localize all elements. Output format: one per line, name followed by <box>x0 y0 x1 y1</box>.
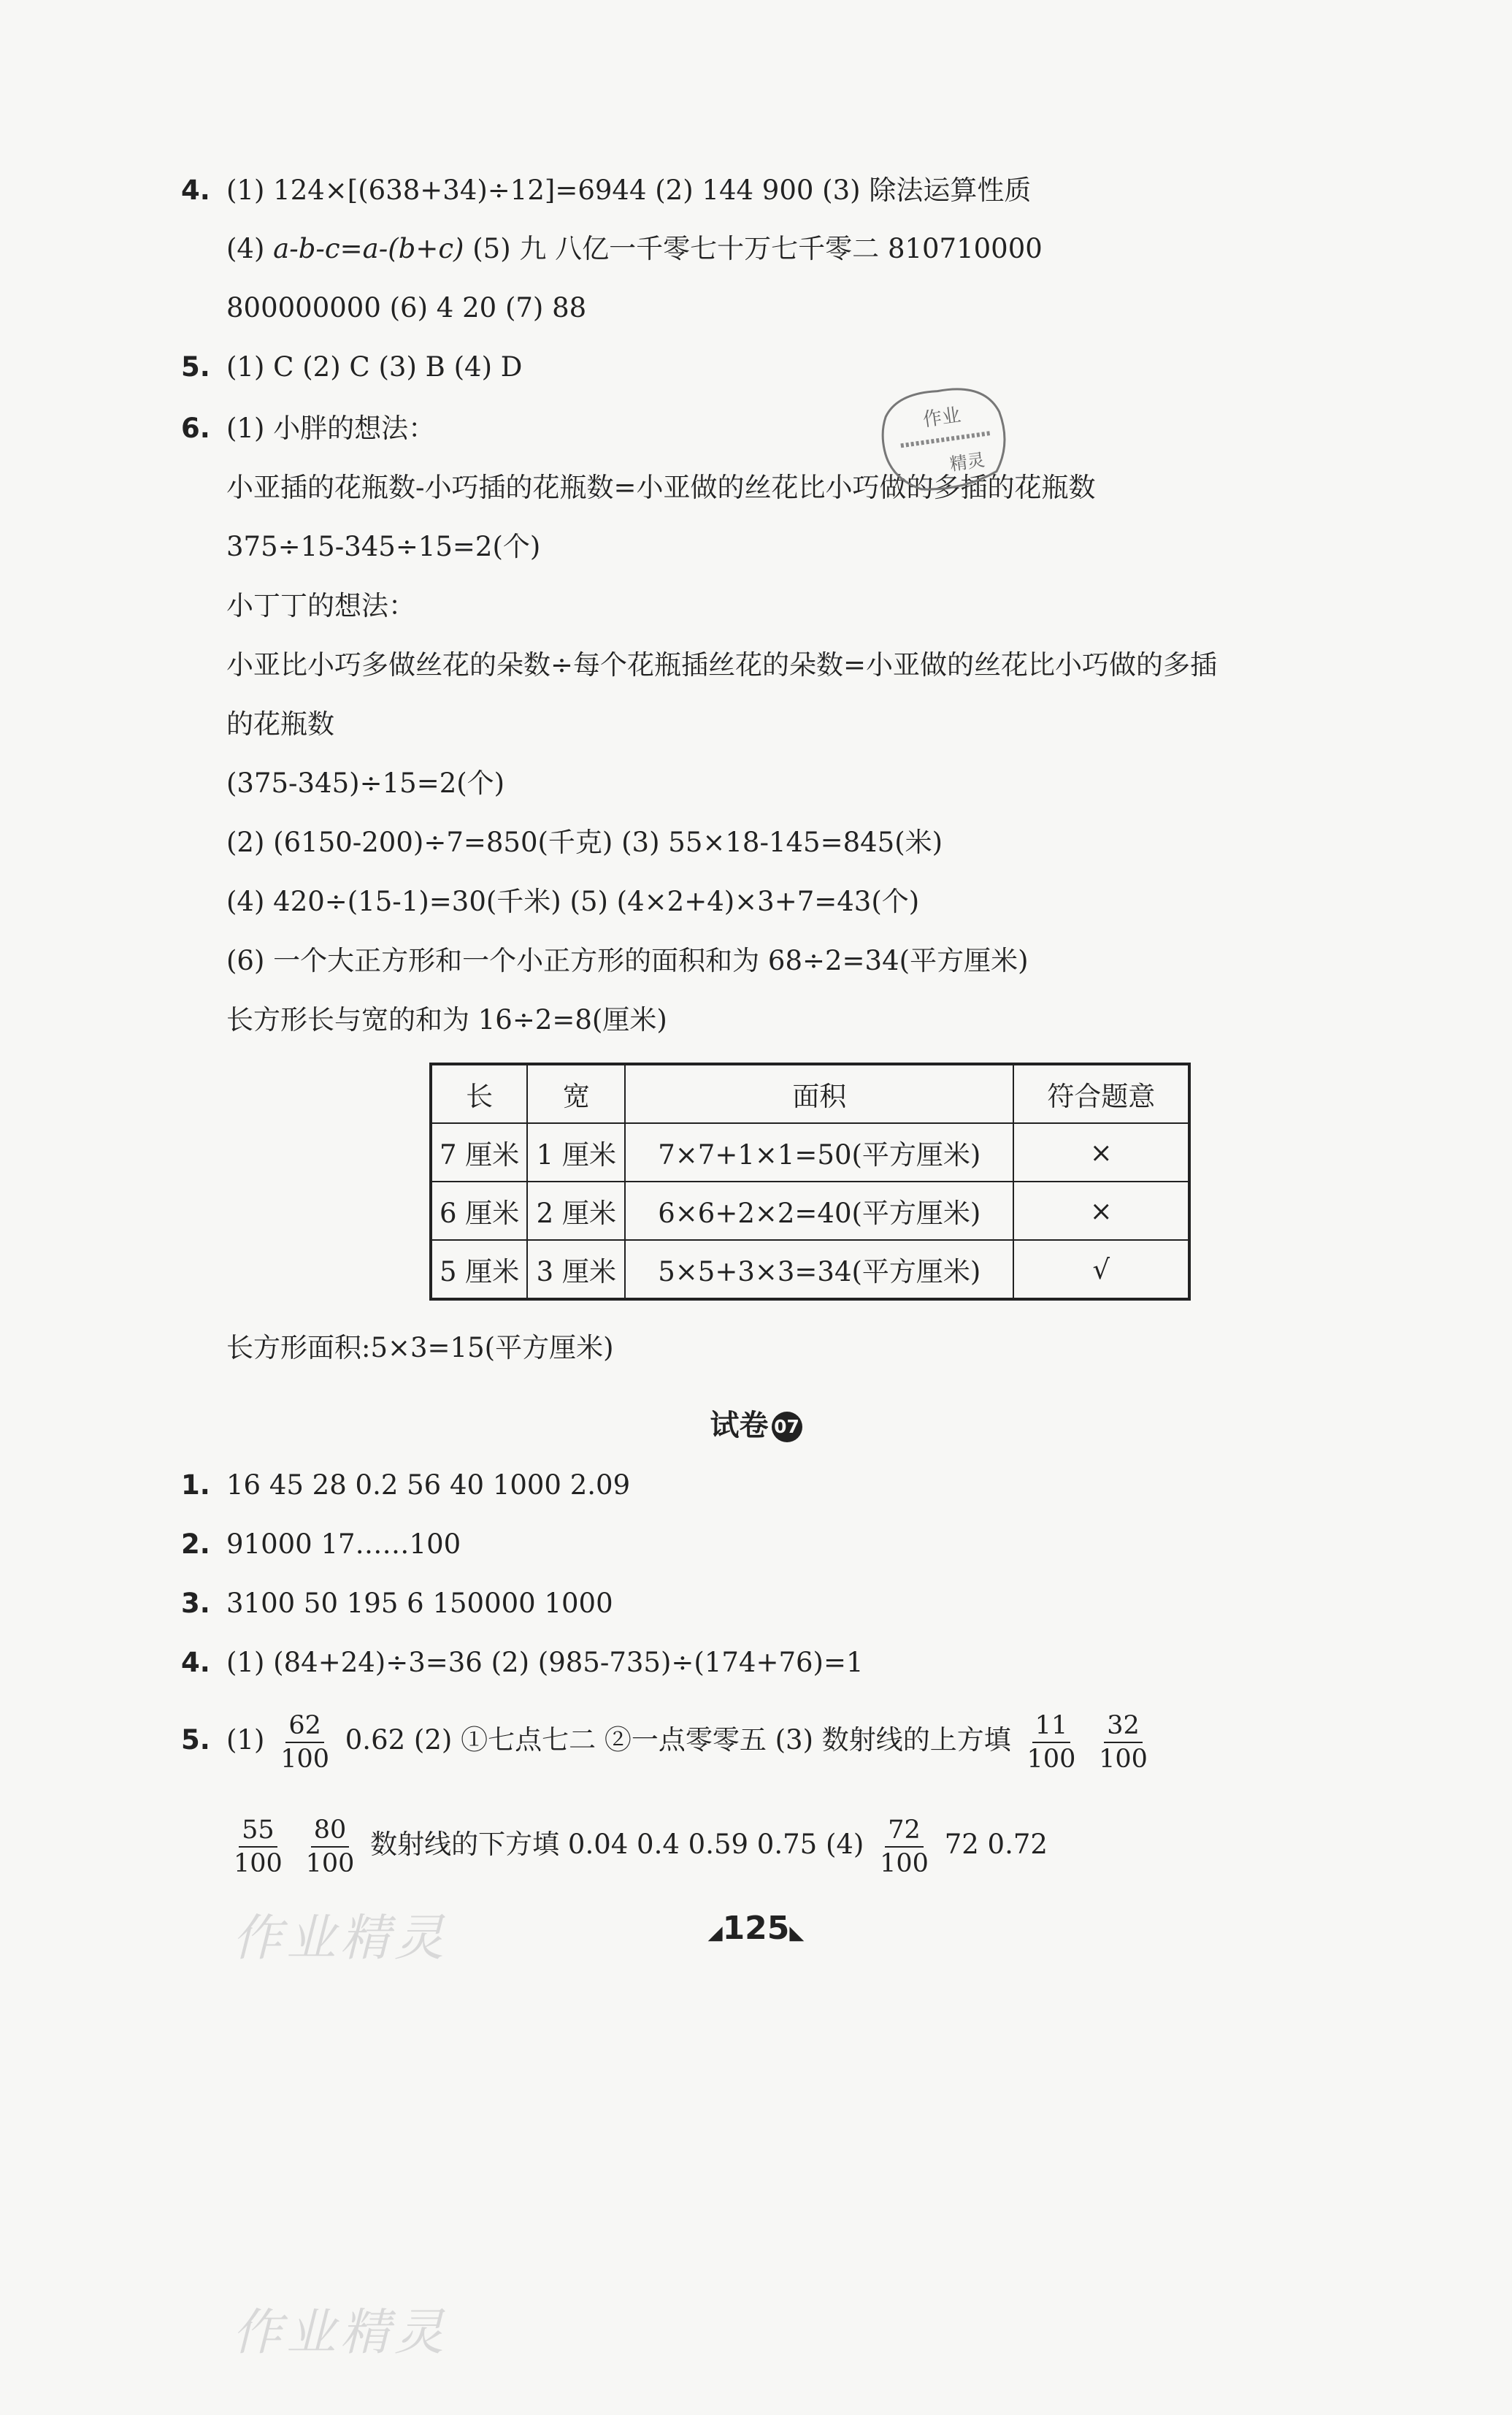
p07-q5-line-2 <box>226 1810 1048 1880</box>
table-cell: 6×6+2×2=40(平方厘米) <box>625 1182 1013 1240</box>
stamp-bottom-text: 精灵 <box>948 449 986 475</box>
q6-line-9 <box>226 883 919 921</box>
p07-q4-line <box>181 1644 864 1682</box>
table-cell: 1 厘米 <box>527 1123 625 1182</box>
table-cell-mark: √ <box>1013 1240 1189 1299</box>
q6-line-4 <box>226 587 415 625</box>
fraction-numerator: 80 <box>311 1815 350 1848</box>
table-header-row <box>431 1064 1189 1123</box>
table-row <box>431 1123 1189 1182</box>
fraction-numerator: 11 <box>1032 1711 1071 1743</box>
table-cell-mark: × <box>1013 1182 1189 1240</box>
watermark-logo: 作业精灵 <box>232 2304 449 2362</box>
q6-number: 6. <box>181 413 210 444</box>
p07-q1-text: 16 45 28 0.2 56 40 1000 2.09 <box>226 1469 631 1501</box>
q6-text-6: 的花瓶数 <box>226 708 334 740</box>
p07-q4-text: (1) (84+24)÷3=36 (2) (985-735)÷(174+76)=1 <box>226 1647 864 1678</box>
q4-text-1: (1) 124×[(638+34)÷12]=6944 (2) 144 900 (3) 除法运算性质 <box>226 175 1032 206</box>
q6-text-3: 375÷15-345÷15=2(个) <box>226 531 541 562</box>
fraction <box>231 1815 285 1878</box>
page-number-text: 125 <box>722 1910 790 1947</box>
q4-line-1 <box>181 172 1032 210</box>
q4-line-3 <box>226 289 586 327</box>
table-cell: 7×7+1×1=50(平方厘米) <box>625 1123 1013 1182</box>
watermark-logo: 作业精灵 <box>232 1910 449 1967</box>
q6-text-10: (6) 一个大正方形和一个小正方形的面积和为 68÷2=34(平方厘米) <box>226 945 1029 976</box>
fraction-numerator: 32 <box>1104 1711 1143 1743</box>
table-cell: 3 厘米 <box>527 1240 625 1299</box>
q6-line-10 <box>226 942 1029 980</box>
q4-text-3: 800000000 (6) 4 20 (7) 88 <box>226 292 587 324</box>
p07-q5-line-1 <box>181 1705 1155 1775</box>
section-title <box>0 1402 1512 1444</box>
q6-text-2: 小亚插的花瓶数-小巧插的花瓶数=小亚做的丝花比小巧做的多插的花瓶数 <box>226 472 1096 503</box>
fraction-denominator: 100 <box>880 1848 929 1878</box>
q4-number: 4. <box>181 175 210 206</box>
q6-text-4: 小丁丁的想法： <box>226 590 415 621</box>
q5-line <box>181 348 523 386</box>
q6-text-7: (375-345)÷15=2(个) <box>226 768 505 799</box>
fraction-denominator: 100 <box>1026 1744 1076 1774</box>
q6-text-12: 长方形面积:5×3=15(平方厘米) <box>226 1332 614 1363</box>
q6-line-12 <box>226 1329 614 1367</box>
fraction-denominator: 100 <box>234 1848 283 1878</box>
fraction <box>277 1711 332 1774</box>
page-number <box>0 1910 1512 1947</box>
section-title-text: 试卷 <box>710 1409 769 1442</box>
table-cell-mark: × <box>1013 1123 1189 1182</box>
table-cell: 6 厘米 <box>431 1182 527 1240</box>
table-cell: 5 厘米 <box>431 1240 527 1299</box>
table-cell: 7 厘米 <box>431 1123 527 1182</box>
area-table <box>429 1063 1191 1301</box>
q6-text-5: 小亚比小巧多做丝花的朵数÷每个花瓶插丝花的朵数=小亚做的丝花比小巧做的多插 <box>226 649 1218 681</box>
p07-q3-text: 3100 50 195 6 150000 1000 <box>226 1588 613 1619</box>
section-number-badge: 07 <box>772 1412 802 1442</box>
table-cell: 2 厘米 <box>527 1182 625 1240</box>
p07-q3-number: 3. <box>181 1588 210 1619</box>
q4-text-2a: (4) <box>226 233 274 264</box>
p07-q5-text-b: 0.62 (2) ①七点七二 ②一点零零五 (3) 数射线的上方填 <box>345 1724 1011 1756</box>
table-header-fit: 符合题意 <box>1013 1064 1189 1123</box>
fraction <box>1024 1711 1079 1774</box>
page-number-left-mark: ◢ <box>707 1922 723 1944</box>
p07-q3-line <box>181 1585 613 1623</box>
p07-q2-number: 2. <box>181 1528 210 1560</box>
p07-q4-number: 4. <box>181 1647 210 1678</box>
fraction-denominator: 100 <box>1099 1744 1148 1774</box>
q4-text-2b: (5) 九 八亿一千零七十万七千零二 810710000 <box>464 233 1043 264</box>
page-number-right-mark: ◣ <box>789 1922 805 1944</box>
fraction-denominator: 100 <box>280 1744 329 1774</box>
fraction-denominator: 100 <box>305 1848 355 1878</box>
table-header-width: 宽 <box>527 1064 625 1123</box>
fraction-numerator: 55 <box>239 1815 277 1848</box>
q6-text-8: (2) (6150-200)÷7=850(千克) (3) 55×18-145=845(米) <box>226 827 943 858</box>
q6-line-11 <box>226 1001 667 1039</box>
q6-text-1: (1) 小胖的想法： <box>226 413 436 444</box>
q6-line-6 <box>226 705 334 743</box>
stamp-logo <box>867 371 1021 506</box>
p07-q1-line <box>181 1466 631 1504</box>
q6-line-7 <box>226 765 504 803</box>
p07-q2-text: 91000 17……100 <box>226 1528 461 1560</box>
q6-line-1 <box>181 410 436 448</box>
p07-q5-text-a: (1) <box>226 1724 265 1756</box>
q4-line-2 <box>226 230 1043 268</box>
q4-formula: a-b-c=a-(b+c) <box>273 233 464 264</box>
p07-q2-line <box>181 1526 461 1564</box>
p07-q5-text-e: 72 0.72 <box>944 1829 1048 1860</box>
p07-q1-number: 1. <box>181 1469 210 1501</box>
q5-number: 5. <box>181 351 210 383</box>
p07-q5-number: 5. <box>181 1724 210 1756</box>
q5-text: (1) C (2) C (3) B (4) D <box>226 351 523 383</box>
p07-q5-text-c: 数射线的下方填 0.04 0.4 0.59 0.75 (4) <box>370 1829 864 1860</box>
fraction <box>1096 1711 1151 1774</box>
fraction <box>303 1815 358 1878</box>
table-header-length: 长 <box>431 1064 527 1123</box>
q6-line-3 <box>226 528 540 566</box>
stamp-top-text: 作业 <box>921 404 962 432</box>
q6-text-11: 长方形长与宽的和为 16÷2=8(厘米) <box>226 1004 667 1036</box>
table-cell: 5×5+3×3=34(平方厘米) <box>625 1240 1013 1299</box>
table-header-area: 面积 <box>625 1064 1013 1123</box>
table-row <box>431 1240 1189 1299</box>
q6-text-9: (4) 420÷(15-1)=30(千米) (5) (4×2+4)×3+7=43(个) <box>226 886 920 917</box>
q6-line-8 <box>226 824 943 862</box>
fraction <box>877 1815 932 1878</box>
q6-line-5 <box>226 646 1217 684</box>
table-row <box>431 1182 1189 1240</box>
fraction-numerator: 72 <box>885 1815 924 1848</box>
fraction-numerator: 62 <box>285 1711 324 1743</box>
